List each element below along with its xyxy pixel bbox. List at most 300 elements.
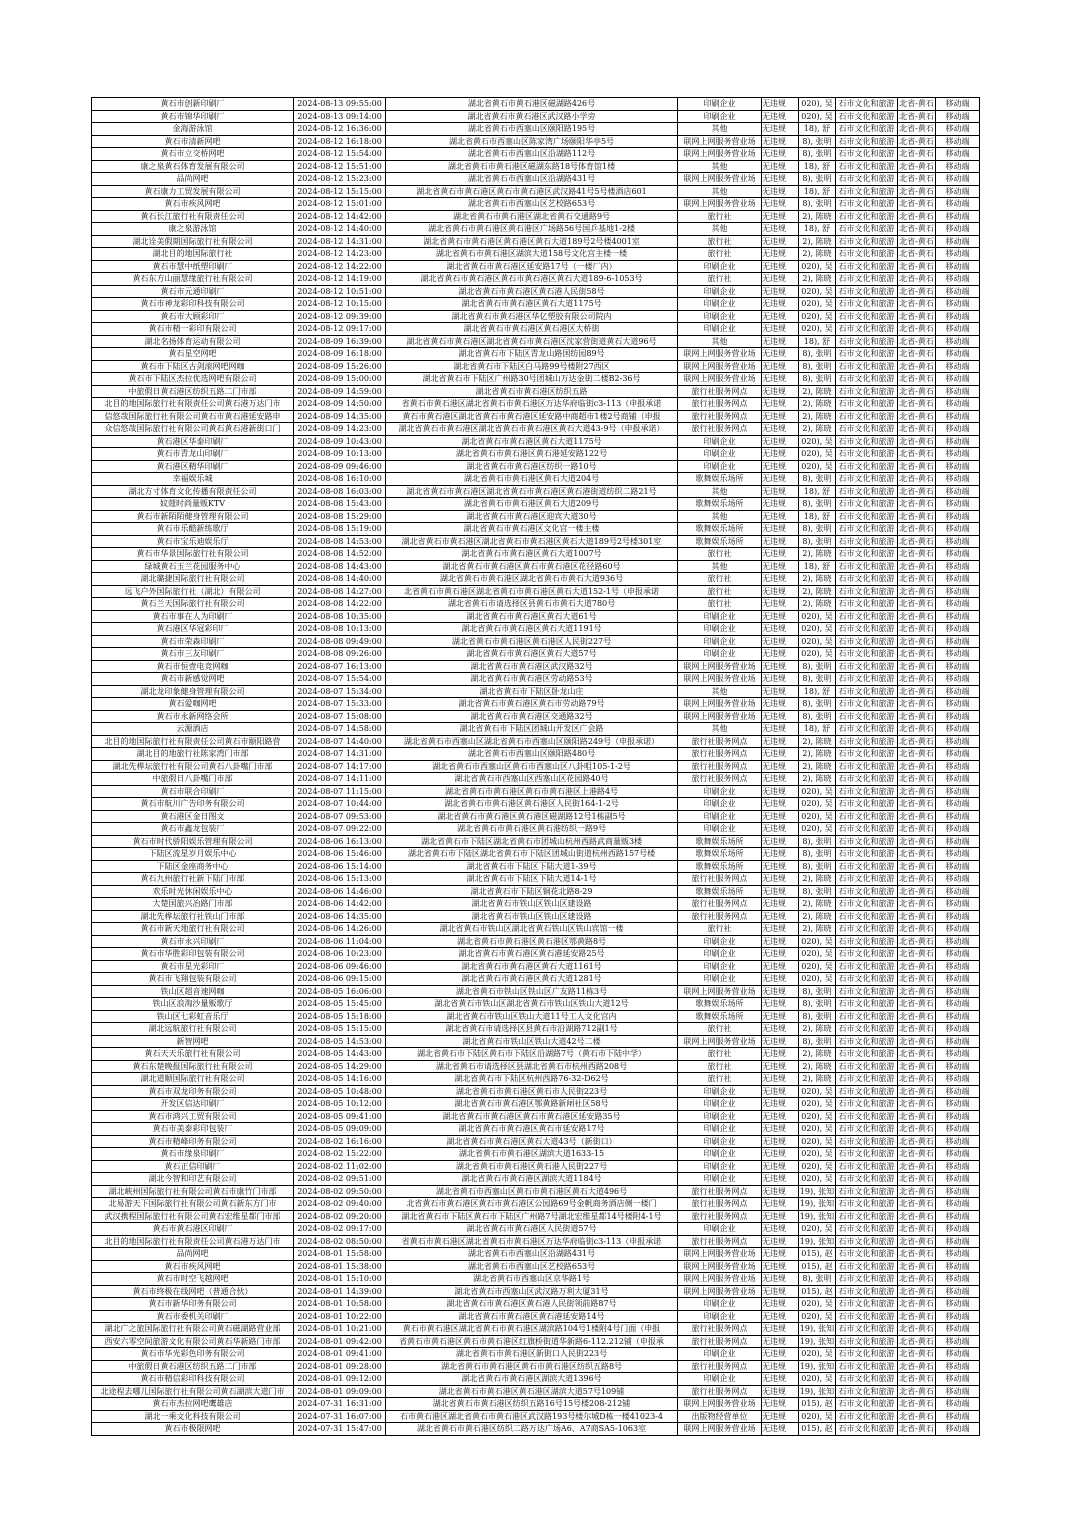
- category-cell: [678, 660, 762, 673]
- organization-cell-text: 北省-黄石: [899, 224, 934, 234]
- status-cell: [762, 948, 799, 961]
- status-cell: [762, 1310, 799, 1323]
- status-cell-text: 无违规: [762, 1049, 786, 1059]
- company-name-cell-text: 黄石市美泰彩印包装厂: [152, 1124, 233, 1134]
- category-cell-text: 歌舞娱乐场所: [695, 999, 744, 1009]
- department-cell-text: 石市文化和旅游: [838, 1074, 895, 1084]
- table-row: [92, 1310, 980, 1323]
- channel-cell-text: 移动端: [945, 1036, 970, 1046]
- inspector-cell: [799, 885, 836, 898]
- company-name-cell: [92, 623, 294, 636]
- category-cell: [678, 235, 762, 248]
- department-cell-text: 石市文化和旅游: [838, 786, 895, 796]
- status-cell-text: 无违规: [762, 486, 786, 496]
- company-name-cell-text: 黄石市飞翔包装有限公司: [148, 974, 237, 984]
- channel-cell: [936, 448, 980, 461]
- department-cell: [836, 948, 898, 961]
- channel-cell: [936, 310, 980, 323]
- inspector-cell: [799, 1323, 836, 1336]
- datetime-cell-text: 2024-08-07 15:34:00: [297, 686, 382, 696]
- status-cell: [762, 1210, 799, 1223]
- status-cell-text: 无违规: [762, 1036, 786, 1046]
- channel-cell-text: 移动端: [945, 1011, 970, 1021]
- category-cell-text: 联网上网服务营业场: [683, 1399, 756, 1409]
- department-cell: [836, 1010, 898, 1023]
- channel-cell: [936, 798, 980, 811]
- address-cell: [386, 173, 678, 186]
- company-name-cell-text: 北易游天下国际旅行社有限公司黄石新东方门市: [108, 1199, 277, 1209]
- address-cell: [386, 98, 678, 111]
- inspector-cell-text: 020), 吴: [801, 1349, 833, 1359]
- address-cell-text: 湖北省黄石市西塞山区陈家湾广场颐阳华亭5号: [448, 136, 615, 146]
- table-row: [92, 1010, 980, 1023]
- table-row: [92, 210, 980, 223]
- datetime-cell-text: 2024-08-05 09:41:00: [297, 1111, 382, 1121]
- company-name-cell-text: 新智网吧: [176, 1036, 209, 1046]
- organization-cell-text: 北省-黄石: [899, 811, 934, 821]
- inspector-cell-text: 8), 张明: [802, 661, 832, 671]
- status-cell-text: 无违规: [762, 961, 786, 971]
- category-cell: [678, 148, 762, 161]
- table-row: [92, 1073, 980, 1086]
- status-cell-text: 无违规: [762, 761, 786, 771]
- channel-cell-text: 移动端: [945, 299, 970, 309]
- datetime-cell-text: 2024-08-09 14:35:00: [297, 411, 382, 421]
- category-cell: [678, 960, 762, 973]
- department-cell: [836, 598, 898, 611]
- inspector-cell: [799, 710, 836, 723]
- organization-cell: [898, 223, 936, 236]
- datetime-cell-text: 2024-08-01 15:10:00: [297, 1274, 382, 1284]
- category-cell-text: 联网上网服务营业场: [683, 136, 756, 146]
- address-cell: [386, 635, 678, 648]
- inspector-cell-text: 020), 吴: [801, 261, 833, 271]
- category-cell-text: 出版物经营单位: [691, 1411, 748, 1421]
- category-cell: [678, 585, 762, 598]
- status-cell-text: 无违规: [762, 611, 786, 621]
- category-cell: [678, 898, 762, 911]
- status-cell: [762, 910, 799, 923]
- organization-cell-text: 北省-黄石: [899, 374, 934, 384]
- department-cell: [836, 1160, 898, 1173]
- category-cell: [678, 610, 762, 623]
- category-cell: [678, 948, 762, 961]
- organization-cell-text: 北省-黄石: [899, 936, 934, 946]
- department-cell: [836, 548, 898, 561]
- address-cell-text: 湖北省黄石市西塞山区沿湖路431号: [467, 1249, 596, 1259]
- category-cell-text: 印刷企业: [703, 1149, 736, 1159]
- status-cell: [762, 1360, 799, 1373]
- category-cell-text: 联网上网服务营业场: [683, 1036, 756, 1046]
- address-cell: [386, 223, 678, 236]
- address-cell-text: 湖北省黄石市西塞山区沿湖路431号: [467, 174, 596, 184]
- datetime-cell: [294, 260, 386, 273]
- datetime-cell: [294, 198, 386, 211]
- datetime-cell: [294, 960, 386, 973]
- table-row: [92, 198, 980, 211]
- channel-cell-text: 移动端: [945, 824, 970, 834]
- datetime-cell: [294, 460, 386, 473]
- department-cell: [836, 373, 898, 386]
- status-cell: [762, 1235, 799, 1248]
- datetime-cell: [294, 335, 386, 348]
- inspector-cell-text: 020), 吴: [801, 1086, 833, 1096]
- category-cell-text: 旅行社: [707, 599, 732, 609]
- organization-cell: [898, 560, 936, 573]
- company-name-cell-text: 黄石市航川广告印务有限公司: [140, 799, 245, 809]
- department-cell-text: 石市文化和旅游: [838, 474, 895, 484]
- channel-cell-text: 移动端: [945, 1399, 970, 1409]
- department-cell-text: 石市文化和旅游: [838, 861, 895, 871]
- channel-cell: [936, 148, 980, 161]
- table-row: [92, 835, 980, 848]
- status-cell-text: 无违规: [762, 599, 786, 609]
- datetime-cell-text: 2024-08-02 09:20:00: [297, 1211, 382, 1221]
- department-cell-text: 石市文化和旅游: [838, 274, 895, 284]
- organization-cell: [898, 1360, 936, 1373]
- department-cell: [836, 1210, 898, 1223]
- company-name-cell-text: 黄石市联合印刷厂: [160, 786, 225, 796]
- channel-cell-text: 移动端: [945, 561, 970, 571]
- address-cell-text: 省黄石市黄石港区黄石市黄石港区红旗桥街道华新路6-112.212铺（申报承: [399, 1336, 664, 1346]
- category-cell: [678, 1323, 762, 1336]
- address-cell-text: 湖北省黄石市下陆区黄石市下陆区广州路7号湖北宏维星都14号楼附4-1号: [401, 1211, 662, 1221]
- datetime-cell: [294, 223, 386, 236]
- channel-cell: [936, 1360, 980, 1373]
- channel-cell: [936, 1323, 980, 1336]
- channel-cell: [936, 848, 980, 861]
- department-cell: [836, 510, 898, 523]
- datetime-cell: [294, 823, 386, 836]
- department-cell-text: 石市文化和旅游: [838, 399, 895, 409]
- department-cell: [836, 1148, 898, 1161]
- datetime-cell: [294, 573, 386, 586]
- table-row: [92, 823, 980, 836]
- inspector-cell-text: 8), 张明: [802, 674, 832, 684]
- inspector-cell: [799, 960, 836, 973]
- address-cell-text: 黄石市黄石港区湖北省黄石市黄石港区延安路中商超市1楼2号商铺（申报: [402, 411, 661, 421]
- company-name-cell: [92, 798, 294, 811]
- datetime-cell: [294, 1298, 386, 1311]
- category-cell: [678, 160, 762, 173]
- inspector-cell: [799, 560, 836, 573]
- channel-cell: [936, 960, 980, 973]
- organization-cell-text: 北省-黄石: [899, 436, 934, 446]
- category-cell: [678, 1398, 762, 1411]
- channel-cell-text: 移动端: [945, 274, 970, 284]
- inspector-cell: [799, 335, 836, 348]
- status-cell-text: 无违规: [762, 524, 786, 534]
- status-cell: [762, 635, 799, 648]
- company-name-cell-text: 黄石市荣森印刷厂: [160, 636, 225, 646]
- status-cell: [762, 510, 799, 523]
- datetime-cell: [294, 185, 386, 198]
- inspector-cell-text: 020), 吴: [801, 1174, 833, 1184]
- company-name-cell-text: 中旅假日黄石港区纺织五路二门市部: [128, 386, 257, 396]
- department-cell: [836, 823, 898, 836]
- datetime-cell: [294, 123, 386, 136]
- inspector-cell: [799, 410, 836, 423]
- inspector-cell: [799, 823, 836, 836]
- datetime-cell: [294, 1060, 386, 1073]
- inspector-cell: [799, 1360, 836, 1373]
- inspector-cell: [799, 1160, 836, 1173]
- department-cell: [836, 498, 898, 511]
- company-name-cell: [92, 1348, 294, 1361]
- status-cell: [762, 723, 799, 736]
- status-cell: [762, 873, 799, 886]
- datetime-cell-text: 2024-08-07 11:15:00: [297, 786, 382, 796]
- inspector-cell: [799, 423, 836, 436]
- datetime-cell: [294, 1348, 386, 1361]
- channel-cell: [936, 373, 980, 386]
- organization-cell-text: 北省-黄石: [899, 1036, 934, 1046]
- organization-cell-text: 北省-黄石: [899, 1261, 934, 1271]
- organization-cell-text: 北省-黄石: [899, 1199, 934, 1209]
- status-cell-text: 无违规: [762, 699, 786, 709]
- channel-cell: [936, 1260, 980, 1273]
- company-name-cell-text: 黄石市三友印刷厂: [160, 649, 225, 659]
- table-row: [92, 735, 980, 748]
- address-cell-text: 湖北省黄石市黄石港区黄石大道1191号: [461, 624, 602, 634]
- company-name-cell-text: 黄石市黄石港区印刷厂: [152, 1224, 233, 1234]
- organization-cell: [898, 485, 936, 498]
- datetime-cell-text: 2024-08-08 15:19:00: [297, 524, 382, 534]
- status-cell: [762, 623, 799, 636]
- company-name-cell: [92, 348, 294, 361]
- address-cell: [386, 1285, 678, 1298]
- status-cell-text: 无违规: [762, 111, 786, 121]
- address-cell-text: 石市黄石港区湖北省黄石市黄石港区武汉路193号楼尔城D栋一楼41023-4: [400, 1411, 663, 1421]
- organization-cell-text: 北省-黄石: [899, 749, 934, 759]
- inspector-cell-text: 2), 陈晓: [802, 761, 832, 771]
- address-cell: [386, 448, 678, 461]
- organization-cell: [898, 1335, 936, 1348]
- datetime-cell: [294, 985, 386, 998]
- department-cell-text: 石市文化和旅游: [838, 249, 895, 259]
- status-cell: [762, 448, 799, 461]
- address-cell-text: 湖北省黄石市黄石港区黄石大道1175号: [461, 299, 602, 309]
- channel-cell-text: 移动端: [945, 1199, 970, 1209]
- category-cell-text: 印刷企业: [703, 611, 736, 621]
- address-cell: [386, 1198, 678, 1211]
- datetime-cell: [294, 1110, 386, 1123]
- company-name-cell: [92, 423, 294, 436]
- datetime-cell: [294, 1335, 386, 1348]
- datetime-cell-text: 2024-08-06 14:46:00: [297, 886, 382, 896]
- company-name-cell-text: 中旅假日八卦嘴门市部: [152, 774, 233, 784]
- inspector-cell: [799, 648, 836, 661]
- status-cell-text: 无违规: [762, 374, 786, 384]
- category-cell: [678, 785, 762, 798]
- address-cell-text: 湖北省黄石市黄石港区人民街道57号: [466, 1224, 597, 1234]
- channel-cell-text: 移动端: [945, 211, 970, 221]
- organization-cell: [898, 285, 936, 298]
- status-cell: [762, 1398, 799, 1411]
- table-row: [92, 285, 980, 298]
- department-cell: [836, 1385, 898, 1398]
- company-name-cell: [92, 1135, 294, 1148]
- inspector-cell-text: 8), 张明: [802, 861, 832, 871]
- channel-cell: [936, 1185, 980, 1198]
- address-cell-text: 湖北省黄石市黄石港区鄂黄路新闸社区58号: [454, 1099, 609, 1109]
- status-cell: [762, 98, 799, 111]
- datetime-cell-text: 2024-08-08 09:26:00: [297, 649, 382, 659]
- category-cell-text: 旅行社服务网点: [691, 1336, 748, 1346]
- inspector-cell-text: 015), 赵: [801, 1261, 833, 1271]
- datetime-cell: [294, 535, 386, 548]
- department-cell-text: 石市文化和旅游: [838, 1424, 895, 1434]
- status-cell: [762, 173, 799, 186]
- status-cell-text: 无违规: [762, 99, 786, 109]
- address-cell: [386, 685, 678, 698]
- organization-cell: [898, 1310, 936, 1323]
- address-cell: [386, 748, 678, 761]
- category-cell: [678, 698, 762, 711]
- company-name-cell: [92, 648, 294, 661]
- inspector-cell-text: 020), 吴: [801, 611, 833, 621]
- inspector-cell: [799, 1348, 836, 1361]
- table-row: [92, 1410, 980, 1423]
- company-name-cell-text: 开发区信达印刷厂: [160, 1099, 225, 1109]
- channel-cell: [936, 773, 980, 786]
- address-cell: [386, 135, 678, 148]
- category-cell: [678, 598, 762, 611]
- status-cell-text: 无违规: [762, 511, 786, 521]
- category-cell-text: 歌舞娱乐场所: [695, 886, 744, 896]
- company-name-cell: [92, 298, 294, 311]
- company-name-cell: [92, 898, 294, 911]
- address-cell-text: 湖北省黄石市黄石港区黄石港延安路14号: [458, 1311, 605, 1321]
- category-cell-text: 印刷企业: [703, 1086, 736, 1096]
- category-cell-text: 歌舞娱乐场所: [695, 849, 744, 859]
- table-row: [92, 248, 980, 261]
- organization-cell: [898, 148, 936, 161]
- company-name-cell: [92, 148, 294, 161]
- company-name-cell: [92, 1010, 294, 1023]
- table-row: [92, 173, 980, 186]
- inspector-cell: [799, 160, 836, 173]
- channel-cell-text: 移动端: [945, 536, 970, 546]
- organization-cell-text: 北省-黄石: [899, 386, 934, 396]
- channel-cell-text: 移动端: [945, 874, 970, 884]
- address-cell: [386, 785, 678, 798]
- inspector-cell: [799, 448, 836, 461]
- company-name-cell-text: 湖北诠美假期国际旅行社有限公司: [132, 236, 253, 246]
- datetime-cell-text: 2024-08-08 09:49:00: [297, 636, 382, 646]
- status-cell-text: 无违规: [762, 1324, 786, 1334]
- company-name-cell: [92, 1323, 294, 1336]
- channel-cell-text: 移动端: [945, 1249, 970, 1259]
- company-name-cell: [92, 1060, 294, 1073]
- organization-cell-text: 北省-黄石: [899, 1324, 934, 1334]
- company-name-cell: [92, 460, 294, 473]
- organization-cell-text: 北省-黄石: [899, 474, 934, 484]
- channel-cell: [936, 260, 980, 273]
- channel-cell-text: 移动端: [945, 449, 970, 459]
- category-cell-text: 其他: [711, 124, 728, 134]
- channel-cell: [936, 498, 980, 511]
- status-cell-text: 无违规: [762, 1374, 786, 1384]
- channel-cell-text: 移动端: [945, 1336, 970, 1346]
- datetime-cell-text: 2024-08-06 15:13:00: [297, 874, 382, 884]
- company-name-cell-text: 湖北峡州国际旅行社有限公司黄石市康竹门市部: [108, 1186, 277, 1196]
- datetime-cell: [294, 923, 386, 936]
- table-row: [92, 1098, 980, 1111]
- category-cell: [678, 1198, 762, 1211]
- datetime-cell-text: 2024-08-12 14:31:00: [297, 236, 382, 246]
- inspector-cell-text: 020), 吴: [801, 299, 833, 309]
- organization-cell-text: 北省-黄石: [899, 1124, 934, 1134]
- datetime-cell-text: 2024-08-09 10:43:00: [297, 436, 382, 446]
- category-cell: [678, 473, 762, 486]
- datetime-cell: [294, 235, 386, 248]
- table-row: [92, 660, 980, 673]
- channel-cell-text: 移动端: [945, 161, 970, 171]
- company-name-cell-text: 黄石市新华印务有限公司: [148, 1299, 237, 1309]
- inspector-cell: [799, 1023, 836, 1036]
- inspector-cell: [799, 1373, 836, 1386]
- datetime-cell: [294, 760, 386, 773]
- status-cell: [762, 248, 799, 261]
- department-cell: [836, 1260, 898, 1273]
- organization-cell-text: 北省-黄石: [899, 261, 934, 271]
- datetime-cell: [294, 298, 386, 311]
- company-name-cell: [92, 510, 294, 523]
- channel-cell: [936, 985, 980, 998]
- category-cell-text: 联网上网服务营业场: [683, 1286, 756, 1296]
- organization-cell-text: 北省-黄石: [899, 149, 934, 159]
- organization-cell: [898, 1123, 936, 1136]
- department-cell-text: 石市文化和旅游: [838, 211, 895, 221]
- company-name-cell: [92, 923, 294, 936]
- datetime-cell-text: 2024-08-13 09:55:00: [297, 99, 382, 109]
- organization-cell: [898, 973, 936, 986]
- datetime-cell: [294, 385, 386, 398]
- channel-cell: [936, 223, 980, 236]
- address-cell: [386, 1298, 678, 1311]
- inspector-cell-text: 19), 张知: [799, 1236, 835, 1246]
- address-cell: [386, 1048, 678, 1061]
- department-cell-text: 石市文化和旅游: [838, 686, 895, 696]
- organization-cell: [898, 273, 936, 286]
- inspector-cell-text: 8), 张明: [802, 199, 832, 209]
- organization-cell-text: 北省-黄石: [899, 899, 934, 909]
- address-cell: [386, 1023, 678, 1036]
- category-cell-text: 印刷企业: [703, 786, 736, 796]
- status-cell-text: 无违规: [762, 824, 786, 834]
- status-cell: [762, 423, 799, 436]
- channel-cell: [936, 573, 980, 586]
- channel-cell: [936, 1098, 980, 1111]
- organization-cell: [898, 510, 936, 523]
- datetime-cell: [294, 1235, 386, 1248]
- category-cell: [678, 110, 762, 123]
- inspector-cell-text: 015), 赵: [801, 1286, 833, 1296]
- department-cell: [836, 648, 898, 661]
- channel-cell: [936, 135, 980, 148]
- company-name-cell-text: 黄石市新陌陌健身管理有限公司: [136, 511, 249, 521]
- datetime-cell-text: 2024-08-07 14:31:00: [297, 749, 382, 759]
- company-name-cell-text: 铁山区超音速网咖: [160, 986, 225, 996]
- datetime-cell-text: 2024-08-08 15:29:00: [297, 511, 382, 521]
- channel-cell: [936, 748, 980, 761]
- category-cell: [678, 760, 762, 773]
- company-name-cell: [92, 735, 294, 748]
- address-cell: [386, 1423, 678, 1436]
- organization-cell-text: 北省-黄石: [899, 1136, 934, 1146]
- company-name-cell: [92, 535, 294, 548]
